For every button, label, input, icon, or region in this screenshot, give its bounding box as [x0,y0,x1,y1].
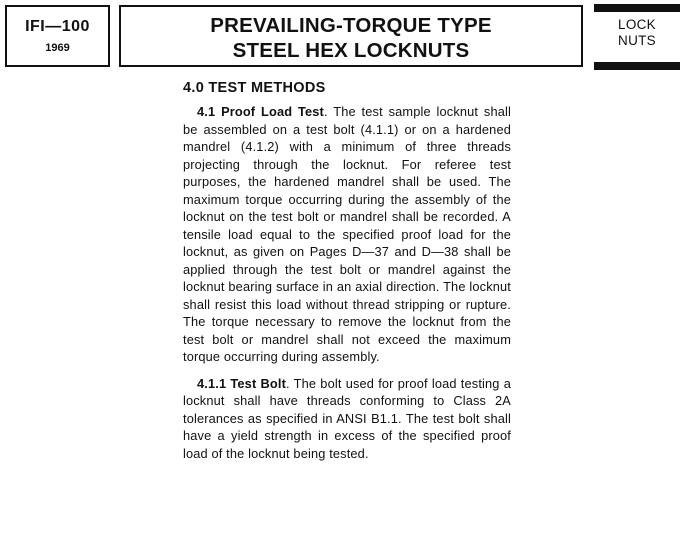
section-tab-bottom-bar [594,62,680,70]
title-box [119,5,583,67]
section-tab-line-2: NUTS [618,33,656,48]
document-id: IFI—100 [25,18,90,35]
paragraph-proof-load-test [183,103,511,366]
paragraph-number: 4.1 [197,104,216,119]
paragraph-title: Test Bolt [230,375,286,391]
document-id-box [5,5,110,67]
page-title-line-2: STEEL HEX LOCKNUTS [232,39,470,62]
paragraph-title: Proof Load Test [221,104,324,119]
section-tab [594,4,680,70]
section-heading: 4.0 TEST METHODS [183,80,326,96]
section-tab-line-1: LOCK [618,17,656,32]
section-tab-top-bar [594,4,680,12]
paragraph-number: 4.1.1 [197,375,227,391]
paragraph-body: . The bolt used for proof load testing a locknut shall have threads conforming to Class 2A tolerances as specified in ANSI B1.1. The test bolt shall have a yield strength in excess of the specified proof load of the locknut being tested. [183,375,511,461]
main-content [183,80,511,462]
document-year: 1969 [45,42,70,54]
page-title-line-1: PREVAILING-TORQUE TYPE [210,14,492,37]
paragraph-body: . The test sample locknut shall be assembled on a test bolt (4.1.1) or on a hardened mandrel (4.1.2) with a minimum of three threads projecting through the locknut. For referee test purposes, the hardened mandrel shall be used. The maximum torque occurring during the assembly of the locknut on the test bolt or mandrel shall be recorded. A tensile load equal to the specified proof load for the locknut, as given on Pages D—37 and D—38 shall be applied through the test bolt or mandrel against the locknut bearing surface in an axial direction. The locknut shall resist this load without thread stripping or rupture. The torque necessary to remove the locknut from the test bolt or mandrel shall not exceed the maximum torque occurring during assembly. [183,104,512,364]
paragraph-test-bolt [183,375,511,463]
